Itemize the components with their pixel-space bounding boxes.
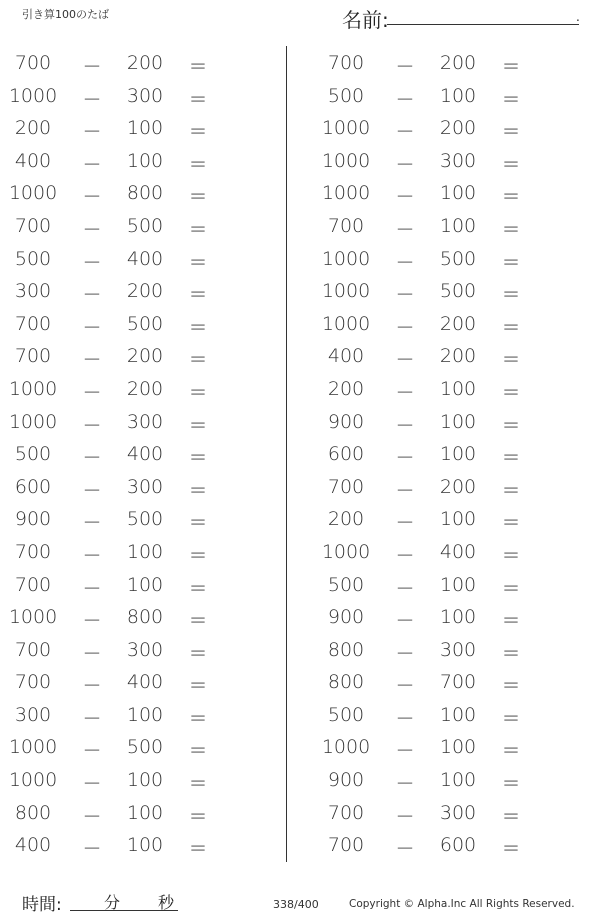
subtrahend: 100 [126,703,164,726]
equals-sign: ＝ [501,284,521,307]
equals-sign: ＝ [501,121,521,144]
minus-sign: － [82,707,102,730]
subtrahend: 800 [126,606,164,629]
equals-sign: ＝ [188,186,208,209]
equals-sign: ＝ [501,88,521,111]
equals-sign: ＝ [188,121,208,144]
minuend: 500 [327,84,365,107]
subtrahend: 300 [126,84,164,107]
minus-sign: － [82,381,102,404]
equals-sign: ＝ [188,447,208,470]
minuend: 400 [327,345,365,368]
subtrahend: 200 [439,52,477,74]
minus-sign: － [395,447,415,470]
minus-sign: － [82,577,102,600]
equals-sign: ＝ [188,512,208,535]
minuend: 1000 [8,606,58,629]
minus-sign: － [82,316,102,339]
equals-sign: ＝ [501,479,521,502]
equals-sign: ＝ [188,218,208,241]
minus-sign: － [395,56,415,78]
equals-sign: ＝ [501,707,521,730]
equals-sign: ＝ [501,577,521,600]
equals-sign: ＝ [188,838,208,861]
minuend: 1000 [321,736,371,759]
minuend: 700 [14,312,52,335]
equals-sign: ＝ [188,740,208,763]
equals-sign: ＝ [501,805,521,828]
equals-sign: ＝ [501,512,521,535]
minuend: 400 [14,834,52,857]
minus-sign: － [82,512,102,535]
equals-sign: ＝ [188,349,208,372]
footer [0,890,600,917]
minuend: 1000 [321,540,371,563]
subtrahend: 300 [439,638,477,661]
equals-sign: ＝ [188,544,208,567]
equals-sign: ＝ [188,284,208,307]
minuend: 500 [327,573,365,596]
minuend: 800 [327,638,365,661]
minuend: 200 [327,377,365,400]
subtrahend: 200 [126,280,164,303]
subtrahend: 400 [439,540,477,563]
equals-sign: ＝ [188,56,208,78]
minus-sign: － [82,349,102,372]
minus-sign: － [395,251,415,274]
worksheet-title: 引き算100のたば [22,8,109,21]
name-label: 名前: [342,8,389,32]
equals-sign: ＝ [188,642,208,665]
minuend: 1000 [321,117,371,140]
equals-sign: ＝ [501,316,521,339]
minuend: 700 [327,801,365,824]
minuend: 700 [327,834,365,857]
subtrahend: 100 [126,540,164,563]
equals-sign: ＝ [501,610,521,633]
subtrahend: 100 [126,834,164,857]
minuend: 500 [327,703,365,726]
minus-sign: － [82,773,102,796]
minus-sign: － [395,218,415,241]
subtrahend: 200 [439,345,477,368]
equals-sign: ＝ [501,544,521,567]
minuend: 1000 [321,247,371,270]
subtrahend: 500 [126,736,164,759]
equals-sign: ＝ [188,316,208,339]
minuend: 600 [327,443,365,466]
subtrahend: 400 [126,247,164,270]
minus-sign: － [82,642,102,665]
subtrahend: 200 [126,377,164,400]
minus-sign: － [82,740,102,763]
minus-sign: － [395,838,415,861]
minus-sign: － [82,153,102,176]
copyright-notice: Copyright © Alpha.Inc All Rights Reserved. [349,898,575,910]
subtrahend: 100 [126,149,164,172]
equals-sign: ＝ [188,805,208,828]
minus-sign: － [82,414,102,437]
minuend: 1000 [8,736,58,759]
equals-sign: ＝ [501,773,521,796]
minuend: 700 [14,345,52,368]
minus-sign: － [395,284,415,307]
equals-sign: ＝ [501,414,521,437]
minuend: 700 [14,214,52,237]
time-label: 時間: [22,895,62,915]
subtrahend: 100 [439,736,477,759]
minuend: 700 [327,214,365,237]
minuend: 1000 [8,769,58,792]
minus-sign: － [82,284,102,307]
subtrahend: 100 [126,801,164,824]
minuend: 300 [14,280,52,303]
minuend: 700 [14,671,52,694]
minuend: 1000 [8,410,58,433]
equals-sign: ＝ [501,642,521,665]
minuend: 1000 [8,182,58,205]
equals-sign: ＝ [501,349,521,372]
subtrahend: 100 [439,410,477,433]
minuend: 500 [14,443,52,466]
equals-sign: ＝ [501,56,521,78]
subtrahend: 100 [439,443,477,466]
minus-sign: － [395,414,415,437]
minuend: 700 [327,475,365,498]
minus-sign: － [395,381,415,404]
equals-sign: ＝ [188,381,208,404]
minus-sign: － [82,447,102,470]
subtrahend: 300 [126,638,164,661]
minus-sign: － [82,186,102,209]
minuend: 900 [327,410,365,433]
subtrahend: 100 [126,117,164,140]
subtrahend: 500 [126,508,164,531]
minuend: 300 [14,703,52,726]
subtrahend: 100 [126,573,164,596]
minuend: 800 [327,671,365,694]
minus-sign: － [395,773,415,796]
minus-sign: － [82,88,102,111]
minute-label: 分 [104,893,121,912]
minuend: 700 [14,540,52,563]
minus-sign: － [82,805,102,828]
minus-sign: － [82,544,102,567]
equals-sign: ＝ [501,153,521,176]
minus-sign: － [82,479,102,502]
equals-sign: ＝ [501,740,521,763]
subtrahend: 200 [126,345,164,368]
subtrahend: 500 [126,214,164,237]
equals-sign: ＝ [501,218,521,241]
minuend: 1000 [8,84,58,107]
subtrahend: 700 [439,671,477,694]
subtrahend: 300 [439,801,477,824]
equals-sign: ＝ [501,838,521,861]
equals-sign: ＝ [188,610,208,633]
minus-sign: － [82,675,102,698]
subtrahend: 100 [439,606,477,629]
minus-sign: － [82,218,102,241]
minuend: 700 [327,52,365,74]
minus-sign: － [395,186,415,209]
minus-sign: － [395,544,415,567]
minus-sign: － [395,153,415,176]
minuend: 900 [327,769,365,792]
subtrahend: 200 [439,117,477,140]
minus-sign: － [395,88,415,111]
minus-sign: － [82,56,102,78]
minus-sign: － [395,642,415,665]
minuend: 200 [14,117,52,140]
minuend: 900 [327,606,365,629]
minuend: 400 [14,149,52,172]
equals-sign: ＝ [188,577,208,600]
minuend: 1000 [321,312,371,335]
name-dot: . [576,10,580,24]
subtrahend: 300 [439,149,477,172]
minuend: 200 [327,508,365,531]
subtrahend: 500 [126,312,164,335]
minuend: 700 [14,52,52,74]
subtrahend: 300 [126,410,164,433]
minuend: 700 [14,638,52,661]
subtrahend: 400 [126,671,164,694]
minuend: 600 [14,475,52,498]
subtrahend: 300 [126,475,164,498]
equals-sign: ＝ [501,675,521,698]
subtrahend: 400 [126,443,164,466]
equals-sign: ＝ [501,381,521,404]
minuend: 1000 [8,377,58,400]
equals-sign: ＝ [188,675,208,698]
minuend: 800 [14,801,52,824]
equals-sign: ＝ [188,88,208,111]
minus-sign: － [82,251,102,274]
subtrahend: 500 [439,247,477,270]
minus-sign: － [395,349,415,372]
minuend: 700 [14,573,52,596]
subtrahend: 500 [439,280,477,303]
equals-sign: ＝ [501,447,521,470]
minuend: 1000 [321,182,371,205]
second-label: 秒 [158,893,175,912]
subtrahend: 200 [439,475,477,498]
minus-sign: － [395,121,415,144]
subtrahend: 800 [126,182,164,205]
subtrahend: 100 [439,214,477,237]
subtrahend: 600 [439,834,477,857]
subtrahend: 200 [126,52,164,74]
minus-sign: － [395,805,415,828]
minus-sign: － [395,512,415,535]
subtrahend: 100 [439,703,477,726]
equals-sign: ＝ [188,707,208,730]
minuend: 1000 [321,149,371,172]
subtrahend: 100 [439,377,477,400]
column-divider [286,46,287,862]
minus-sign: － [395,577,415,600]
name-field[interactable] [387,24,579,25]
equals-sign: ＝ [188,479,208,502]
subtrahend: 200 [439,312,477,335]
minus-sign: － [395,610,415,633]
equals-sign: ＝ [188,153,208,176]
minus-sign: － [82,121,102,144]
minus-sign: － [395,479,415,502]
equals-sign: ＝ [501,186,521,209]
subtrahend: 100 [439,182,477,205]
page-number: 338/400 [273,898,319,911]
minuend: 900 [14,508,52,531]
minus-sign: － [395,675,415,698]
subtrahend: 100 [439,84,477,107]
minus-sign: － [395,707,415,730]
subtrahend: 100 [439,573,477,596]
minuend: 1000 [321,280,371,303]
equals-sign: ＝ [188,773,208,796]
subtrahend: 100 [439,769,477,792]
equals-sign: ＝ [188,414,208,437]
minus-sign: － [395,740,415,763]
minus-sign: － [395,316,415,339]
minuend: 500 [14,247,52,270]
equals-sign: ＝ [501,251,521,274]
equals-sign: ＝ [188,251,208,274]
subtrahend: 100 [439,508,477,531]
subtrahend: 100 [126,769,164,792]
minus-sign: － [82,838,102,861]
minus-sign: － [82,610,102,633]
